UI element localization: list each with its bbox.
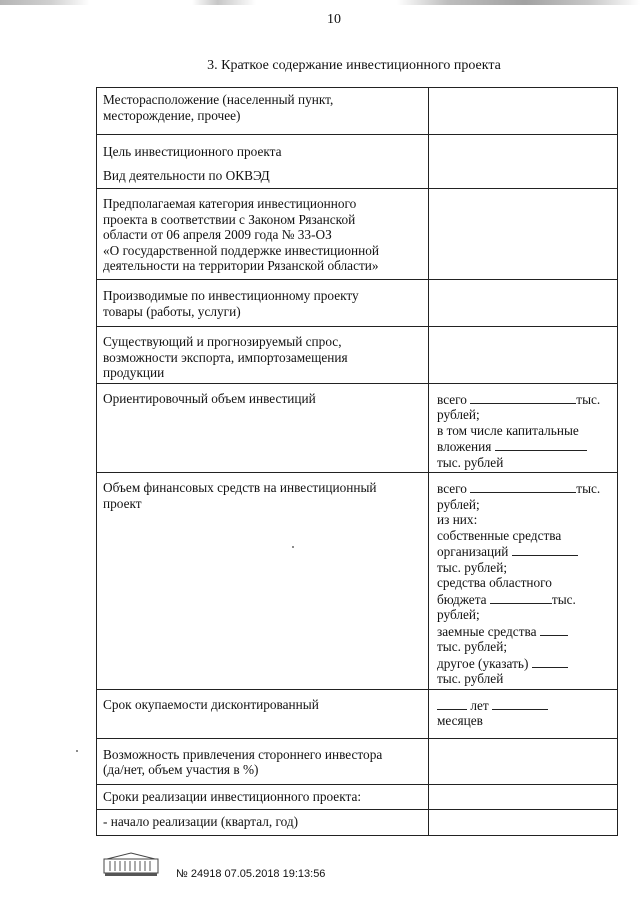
row-value-cell[interactable]	[429, 784, 618, 809]
table-row	[97, 189, 618, 280]
own-funds-blank[interactable]	[512, 543, 578, 556]
other-funds-blank[interactable]	[532, 655, 568, 668]
table-row	[97, 784, 618, 809]
row-label: Предполагаемая категория инвестиционного проекта в соответствии с Законом Рязанской области от 06 апреля 2009 года № 33-ОЗ «О государственной поддержке инвестиционной деятельности на территории Рязанской области»	[97, 189, 429, 280]
project-summary-table	[96, 87, 618, 836]
table-row	[97, 809, 618, 835]
regional-budget-blank[interactable]	[490, 591, 552, 604]
row-label: Объем финансовых средств на инвестиционный проект	[97, 473, 429, 690]
borrowed-funds-blank[interactable]	[540, 623, 568, 636]
financing-volume-cell[interactable]: всего тыс. рублей; из них: собственные средства организаций тыс. рублей; средства областного бюджета тыс. рублей; заемные средства тыс. рублей; другое (указать) тыс. рублей	[429, 473, 618, 690]
row-value-cell[interactable]	[429, 738, 618, 784]
row-value-cell[interactable]	[429, 327, 618, 384]
scan-speck	[76, 750, 78, 752]
row-value-cell[interactable]	[429, 135, 618, 189]
table-row	[97, 327, 618, 384]
table-row	[97, 280, 618, 327]
row-label: - начало реализации (квартал, год)	[97, 809, 429, 835]
months-blank[interactable]	[492, 697, 548, 710]
row-label: Сроки реализации инвестиционного проекта:	[97, 784, 429, 809]
payback-cell[interactable]: лет месяцев	[429, 689, 618, 738]
government-stamp-logo	[103, 851, 159, 877]
page-number: 10	[327, 12, 341, 27]
row-value-cell[interactable]	[429, 189, 618, 280]
row-label: Существующий и прогнозируемый спрос, возможности экспорта, импортозамещения продукции	[97, 327, 429, 384]
capital-blank[interactable]	[495, 438, 587, 451]
table-row	[97, 738, 618, 784]
investment-volume-cell[interactable]: всего тыс. рублей; в том числе капитальные вложения тыс. рублей	[429, 383, 618, 473]
row-label: Ориентировочный объем инвестиций	[97, 383, 429, 473]
row-label: Производимые по инвестиционному проекту товары (работы, услуги)	[97, 280, 429, 327]
years-blank[interactable]	[437, 697, 467, 710]
row-label: Месторасположение (населенный пункт, месторождение, прочее)	[97, 88, 429, 135]
table-row	[97, 135, 618, 189]
table-row	[97, 689, 618, 738]
scan-edge-artifact	[0, 0, 640, 5]
table-row	[97, 383, 618, 473]
registration-stamp-text: № 24918 07.05.2018 19:13:56	[176, 868, 326, 880]
table-row	[97, 473, 618, 690]
scan-speck	[292, 546, 294, 548]
row-label: Возможность привлечения стороннего инвестора (да/нет, объем участия в %)	[97, 738, 429, 784]
section-title: 3. Краткое содержание инвестиционного проекта	[207, 58, 501, 73]
row-label: Цель инвестиционного проекта Вид деятельности по ОКВЭД	[97, 135, 429, 189]
row-value-cell[interactable]	[429, 88, 618, 135]
row-label: Срок окупаемости дисконтированный	[97, 689, 429, 738]
total-blank[interactable]	[470, 391, 576, 404]
table-row	[97, 88, 618, 135]
row-value-cell[interactable]	[429, 280, 618, 327]
row-value-cell[interactable]	[429, 809, 618, 835]
total-blank[interactable]	[470, 480, 576, 493]
